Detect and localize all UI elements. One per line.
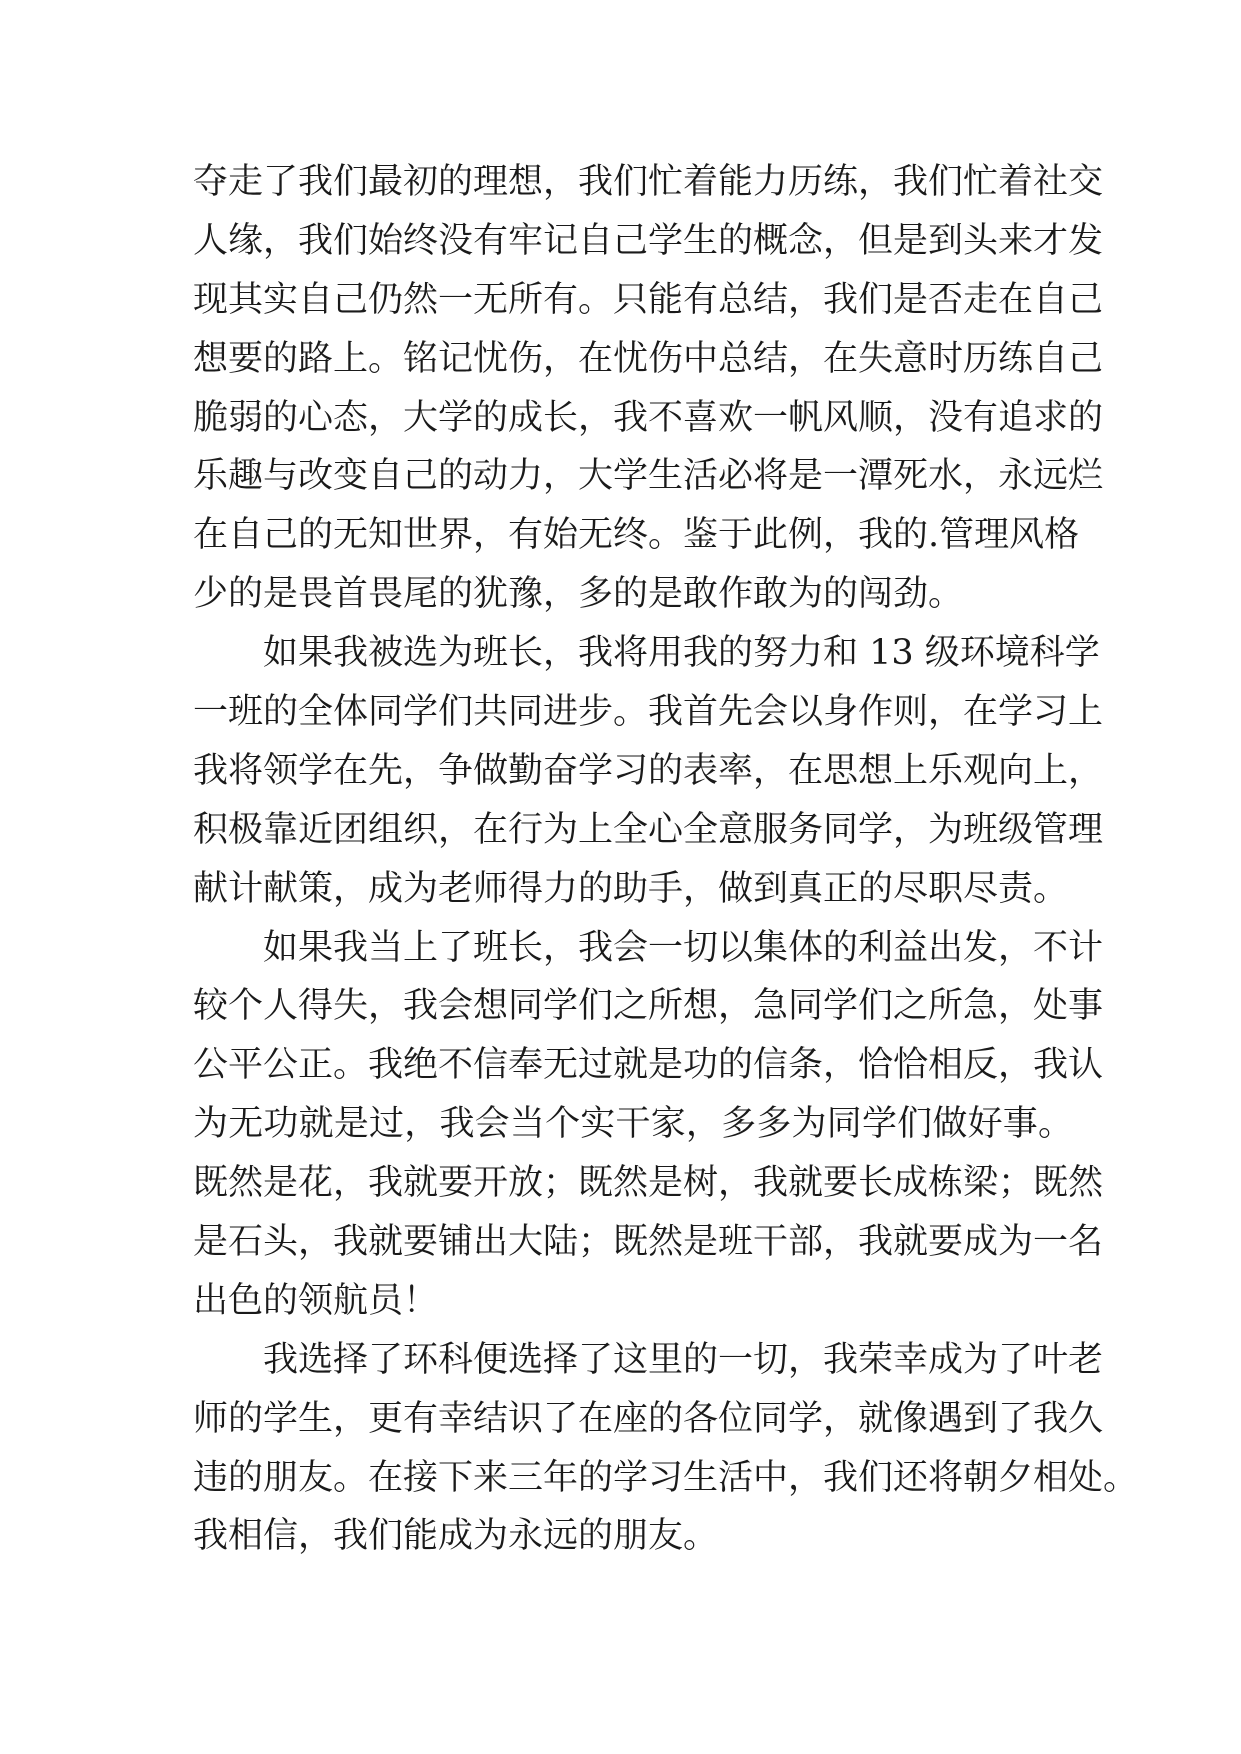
- text-line: 人缘，我们始终没有牢记自己学生的概念，但是到头来才发: [193, 220, 1104, 261]
- paragraph-3: [193, 919, 1104, 1331]
- text-line: 是石头，我就要铺出大陆；既然是班干部，我就要成为一名: [193, 1222, 1104, 1263]
- text-line: 脆弱的心态，大学的成长，我不喜欢一帆风顺，没有追求的: [193, 397, 1104, 438]
- text-line: 在自己的无知世界，有始无终。鉴于此例，我的.管理风格: [193, 515, 1080, 556]
- text-line: 积极靠近团组织，在行为上全心全意服务同学，为班级管理: [193, 809, 1104, 850]
- paragraph-2: [193, 624, 1104, 918]
- paragraph-1: [193, 153, 1104, 624]
- text-line: 违的朋友。在接下来三年的学习生活中，我们还将朝夕相处。: [193, 1457, 1139, 1498]
- text-line: 出色的领航员！: [193, 1280, 439, 1321]
- text-line: 师的学生，更有幸结识了在座的各位同学，就像遇到了我久: [193, 1398, 1104, 1439]
- text-line: 一班的全体同学们共同进步。我首先会以身作则，在学习上: [193, 692, 1104, 733]
- text-line: 献计献策，成为老师得力的助手，做到真正的尽职尽责。: [193, 868, 1069, 909]
- text-line: 乐趣与改变自己的动力，大学生活必将是一潭死水，永远烂: [193, 456, 1104, 497]
- text-line: 如果我被选为班长，我将用我的努力和 13 级环境科学: [193, 633, 1100, 674]
- text-line: 公平公正。我绝不信奉无过就是功的信条，恰恰相反，我认: [193, 1045, 1104, 1086]
- text-line: 现其实自己仍然一无所有。只能有总结，我们是否走在自己: [193, 279, 1104, 320]
- text-line: 如果我当上了班长，我会一切以集体的利益出发，不计: [193, 927, 1104, 968]
- text-line: 想要的路上。铭记忧伤，在忧伤中总结，在失意时历练自己: [193, 338, 1104, 379]
- paragraph-4: [193, 1331, 1139, 1567]
- body-text: [193, 153, 1139, 1566]
- text-line: 少的是畏首畏尾的犹豫，多的是敢作敢为的闯劲。: [193, 574, 964, 615]
- text-line: 我选择了环科便选择了这里的一切，我荣幸成为了叶老: [193, 1339, 1104, 1380]
- text-line: 我将领学在先，争做勤奋学习的表率，在思想上乐观向上，: [193, 750, 1104, 791]
- text-line: 既然是花，我就要开放；既然是树，我就要长成栋梁；既然: [193, 1163, 1104, 1204]
- text-line: 夺走了我们最初的理想，我们忙着能力历练，我们忙着社交: [193, 162, 1104, 202]
- text-line: 我相信，我们能成为永远的朋友。: [193, 1516, 719, 1557]
- text-line: 为无功就是过，我会当个实干家，多多为同学们做好事。: [193, 1104, 1073, 1145]
- text-line: 较个人得失，我会想同学们之所想，急同学们之所急，处事: [193, 986, 1104, 1027]
